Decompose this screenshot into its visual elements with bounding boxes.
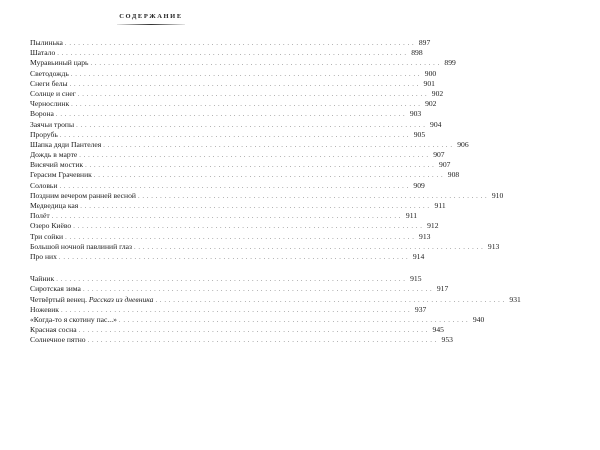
toc-entry[interactable] <box>30 221 439 231</box>
toc-entry-page: 900 <box>424 68 437 78</box>
toc-entry-page: 937 <box>414 304 427 314</box>
dot-leader: . . . . . . . . . . . . . . . . . . . . . . . . . . . . . . . . . . . . . . . . . . . . . . . . . . . . . . . . . . . . . . . . . . . . . . . . . . . . . . . <box>85 162 435 170</box>
dot-leader: . . . . . . . . . . . . . . . . . . . . . . . . . . . . . . . . . . . . . . . . . . . . . . . . . . . . . . . . . . . . . . . . . . . . . . . . . . . . . . . <box>78 327 428 335</box>
toc-entry-title: Сиротская зима <box>30 284 81 294</box>
toc-entry-page: 945 <box>432 325 444 335</box>
toc-entry-title: Ножевик <box>30 304 59 314</box>
toc-entry-page: 917 <box>436 284 449 294</box>
toc-entry-title: Чайник <box>30 274 55 284</box>
dot-leader: . . . . . . . . . . . . . . . . . . . . . . . . . . . . . . . . . . . . . . . . . . . . . . . . . . . . . . . . . . . . . . . . . . . . . . . . . . . . . . . <box>90 60 440 68</box>
toc-entry[interactable] <box>30 180 425 191</box>
toc-entry-page: 905 <box>413 129 426 139</box>
toc-entry[interactable] <box>30 211 417 221</box>
toc-entry-title: «Когда-то я скотину пас...» <box>30 314 117 324</box>
dot-leader: . . . . . . . . . . . . . . . . . . . . . . . . . . . . . . . . . . . . . . . . . . . . . . . . . . . . . . . . . . . . . . . . . . . . . . . . . . . . . . . <box>56 276 406 284</box>
dot-leader: . . . . . . . . . . . . . . . . . . . . . . . . . . . . . . . . . . . . . . . . . . . . . . . . . . . . . . . . . . . . . . . . . . . . . . . . . . . . . . . <box>64 40 415 47</box>
dot-leader: . . . . . . . . . . . . . . . . . . . . . . . . . . . . . . . . . . . . . . . . . . . . . . . . . . . . . . . . . . . . . . . . . . . . . . . . . . . . . . . <box>55 111 406 119</box>
toc-entry-title: Красная сосна <box>30 325 77 335</box>
toc-entry-title: Прорубь <box>30 129 58 139</box>
toc-entry-subtitle: Рассказ из дневника <box>88 294 154 304</box>
dot-leader: . . . . . . . . . . . . . . . . . . . . . . . . . . . . . . . . . . . . . . . . . . . . . . . . . . . . . . . . . . . . . . . . . . . . . . . . . . . . . . . <box>60 306 411 314</box>
toc-entry-title: Заячьи тропы <box>30 119 75 129</box>
toc-entry[interactable] <box>30 58 456 68</box>
toc-entry[interactable] <box>30 314 485 325</box>
toc-entry-title: Солнечное пятно <box>30 335 86 345</box>
toc-entry[interactable] <box>30 190 504 201</box>
dot-leader: . . . . . . . . . . . . . . . . . . . . . . . . . . . . . . . . . . . . . . . . . . . . . . . . . . . . . . . . . . . . . . . . . . . . . . . . . . . . . . . <box>71 101 421 109</box>
toc-entry-page: 904 <box>430 119 442 129</box>
dot-leader: . . . . . . . . . . . . . . . . . . . . . . . . . . . . . . . . . . . . . . . . . . . . . . . . . . . . . . . . . . . . . . . . . . . . . . . . . . . . . . . <box>59 182 409 190</box>
toc-entry-page: 915 <box>410 274 422 284</box>
toc-entry-title: Светодождь <box>30 68 69 78</box>
title-rule <box>117 24 185 25</box>
toc-entry-title: Герасим Грачевник <box>30 170 92 180</box>
dot-leader: . . . . . . . . . . . . . . . . . . . . . . . . . . . . . . . . . . . . . . . . . . . . . . . . . . . . . . . . . . . . . . . . . . . . . . . . . . . . . . . <box>103 141 453 149</box>
toc-entry[interactable] <box>30 201 446 211</box>
toc-entry[interactable] <box>30 325 444 335</box>
dot-leader: . . . . . . . . . . . . . . . . . . . . . . . . . . . . . . . . . . . . . . . . . . . . . . . . . . . . . . . . . . . . . . . . . . . . . . . . . . . . . . . <box>58 253 409 261</box>
toc-entry-title: Ворона <box>30 109 54 119</box>
toc-group <box>30 38 504 262</box>
toc-entry-title: Озеро Киёво <box>30 221 72 231</box>
toc-entry[interactable] <box>30 241 500 252</box>
toc-entry-page: 911 <box>405 211 417 221</box>
dot-leader: . . . . . . . . . . . . . . . . . . . . . . . . . . . . . . . . . . . . . . . . . . . . . . . . . . . . . . . . . . . . . . . . . . . . . . . . . . . . . . . <box>70 70 421 78</box>
dot-leader: . . . . . . . . . . . . . . . . . . . . . . . . . . . . . . . . . . . . . . . . . . . . . . . . . . . . . . . . . . . . . . . . . . . . . . . . . . . . . . . <box>77 90 428 98</box>
toc-entry-page: 901 <box>423 78 435 88</box>
toc-entry-page: 898 <box>411 48 423 58</box>
dot-leader: . . . . . . . . . . . . . . . . . . . . . . . . . . . . . . . . . . . . . . . . . . . . . . . . . . . . . . . . . . . . . . . . . . . . . . . . . . . . . . . <box>57 50 407 58</box>
dot-leader: . . . . . . . . . . . . . . . . . . . . . . . . . . . . . . . . . . . . . . . . . . . . . . . . . . . . . . . . . . . . . . . . . . . . . . . . . . . . . . . <box>65 233 415 241</box>
toc-entry-title: Муравьиный царь <box>30 58 89 68</box>
toc-entry[interactable] <box>30 78 435 89</box>
toc-entry-title: Четвёртый венец. Рассказ из дневника <box>30 294 154 304</box>
dot-leader: . . . . . . . . . . . . . . . . . . . . . . . . . . . . . . . . . . . . . . . . . . . . . . . . . . . . . . . . . . . . . . . . . . . . . . . . . . . . . . . <box>80 203 430 210</box>
toc-entry-title: Большой ночной павлиний глаз <box>30 241 132 251</box>
dot-leader: . . . . . . . . . . . . . . . . . . . . . . . . . . . . . . . . . . . . . . . . . . . . . . . . . . . . . . . . . . . . . . . . . . . . . . . . . . . . . . . <box>87 337 437 345</box>
toc-entry-page: 940 <box>472 314 485 324</box>
toc-entry[interactable] <box>30 139 469 150</box>
table-of-contents <box>30 38 521 345</box>
toc-entry-title: Пылинька <box>30 38 63 47</box>
toc-entry[interactable] <box>30 109 422 119</box>
dot-leader: . . . . . . . . . . . . . . . . . . . . . . . . . . . . . . . . . . . . . . . . . . . . . . . . . . . . . . . . . . . . . . . . . . . . . . . . . . . . . . . <box>93 172 444 180</box>
toc-entry-page: 902 <box>431 88 444 98</box>
toc-entry[interactable] <box>30 160 451 170</box>
toc-entry-page: 907 <box>433 150 445 160</box>
toc-entry-title: Дождь в марте <box>30 150 78 160</box>
toc-entry[interactable] <box>30 304 427 315</box>
toc-entry-title: Поздним вечером ранней весной <box>30 190 136 200</box>
toc-entry-page: 906 <box>457 139 469 149</box>
toc-entry-title: Солнце и снег <box>30 88 76 98</box>
dot-leader: . . . . . . . . . . . . . . . . . . . . . . . . . . . . . . . . . . . . . . . . . . . . . . . . . . . . . . . . . . . . . . . . . . . . . . . . . . . . . . . <box>118 316 469 324</box>
dot-leader: . . . . . . . . . . . . . . . . . . . . . . . . . . . . . . . . . . . . . . . . . . . . . . . . . . . . . . . . . . . . . . . . . . . . . . . . . . . . . . . <box>59 131 410 139</box>
toc-entry-title: Три сойки <box>30 231 64 241</box>
toc-group <box>30 274 521 345</box>
toc-entry-page: 953 <box>441 335 453 345</box>
toc-entry[interactable] <box>30 38 431 48</box>
dot-leader: . . . . . . . . . . . . . . . . . . . . . . . . . . . . . . . . . . . . . . . . . . . . . . . . . . . . . . . . . . . . . . . . . . . . . . . . . . . . . . . <box>155 296 505 304</box>
toc-entry-page: 913 <box>487 241 500 251</box>
toc-entry-page: 910 <box>491 190 504 200</box>
toc-entry-page: 914 <box>412 251 425 261</box>
toc-entry[interactable] <box>30 251 425 262</box>
toc-entry[interactable] <box>30 335 453 345</box>
toc-entry-page: 897 <box>418 38 431 47</box>
toc-entry[interactable] <box>30 88 444 99</box>
toc-entry-page: 902 <box>425 99 437 109</box>
dot-leader: . . . . . . . . . . . . . . . . . . . . . . . . . . . . . . . . . . . . . . . . . . . . . . . . . . . . . . . . . . . . . . . . . . . . . . . . . . . . . . . <box>133 243 484 251</box>
toc-entry[interactable] <box>30 284 449 294</box>
toc-entry-page: 911 <box>434 201 446 210</box>
toc-entry-title: Чернослинк <box>30 99 70 109</box>
dot-leader: . . . . . . . . . . . . . . . . . . . . . . . . . . . . . . . . . . . . . . . . . . . . . . . . . . . . . . . . . . . . . . . . . . . . . . . . . . . . . . . <box>51 213 401 221</box>
dot-leader: . . . . . . . . . . . . . . . . . . . . . . . . . . . . . . . . . . . . . . . . . . . . . . . . . . . . . . . . . . . . . . . . . . . . . . . . . . . . . . . <box>82 286 433 294</box>
toc-entry[interactable] <box>30 274 422 284</box>
toc-entry-page: 903 <box>409 109 422 119</box>
toc-entry-page: 931 <box>509 294 521 304</box>
toc-entry-page: 907 <box>439 160 451 170</box>
toc-entry-page: 913 <box>419 231 431 241</box>
dot-leader: . . . . . . . . . . . . . . . . . . . . . . . . . . . . . . . . . . . . . . . . . . . . . . . . . . . . . . . . . . . . . . . . . . . . . . . . . . . . . . . <box>73 223 423 231</box>
dot-leader: . . . . . . . . . . . . . . . . . . . . . . . . . . . . . . . . . . . . . . . . . . . . . . . . . . . . . . . . . . . . . . . . . . . . . . . . . . . . . . . <box>137 192 488 200</box>
toc-entry-title: Полёт <box>30 211 50 221</box>
toc-entry[interactable] <box>30 119 442 130</box>
toc-entry[interactable] <box>30 294 521 305</box>
toc-entry[interactable] <box>30 48 423 58</box>
toc-entry-page: 909 <box>413 180 425 190</box>
toc-entry-title: Снеги белы <box>30 78 68 88</box>
toc-entry[interactable] <box>30 150 445 160</box>
toc-entry-title: Про них <box>30 251 57 261</box>
toc-entry[interactable] <box>30 129 426 140</box>
toc-entry-title: Шапка дяди Пантелея <box>30 139 102 149</box>
toc-entry-page: 912 <box>427 221 439 231</box>
page-title: СОДЕРЖАНИЕ <box>119 13 183 20</box>
toc-entry[interactable] <box>30 170 460 180</box>
dot-leader: . . . . . . . . . . . . . . . . . . . . . . . . . . . . . . . . . . . . . . . . . . . . . . . . . . . . . . . . . . . . . . . . . . . . . . . . . . . . . . . <box>76 121 426 129</box>
dot-leader: . . . . . . . . . . . . . . . . . . . . . . . . . . . . . . . . . . . . . . . . . . . . . . . . . . . . . . . . . . . . . . . . . . . . . . . . . . . . . . . <box>69 80 419 88</box>
toc-entry[interactable] <box>30 99 437 109</box>
dot-leader: . . . . . . . . . . . . . . . . . . . . . . . . . . . . . . . . . . . . . . . . . . . . . . . . . . . . . . . . . . . . . . . . . . . . . . . . . . . . . . . <box>79 152 429 160</box>
toc-entry[interactable] <box>30 231 431 242</box>
toc-entry-page: 899 <box>444 58 456 68</box>
toc-entry-title: Шатало <box>30 48 56 58</box>
toc-entry-title: Соловьи <box>30 180 58 190</box>
toc-header <box>103 13 199 25</box>
toc-entry[interactable] <box>30 68 437 79</box>
toc-entry-title: Висячий мостик <box>30 160 84 170</box>
toc-entry-title: Медведица кая <box>30 201 79 210</box>
toc-entry-page: 908 <box>447 170 460 180</box>
